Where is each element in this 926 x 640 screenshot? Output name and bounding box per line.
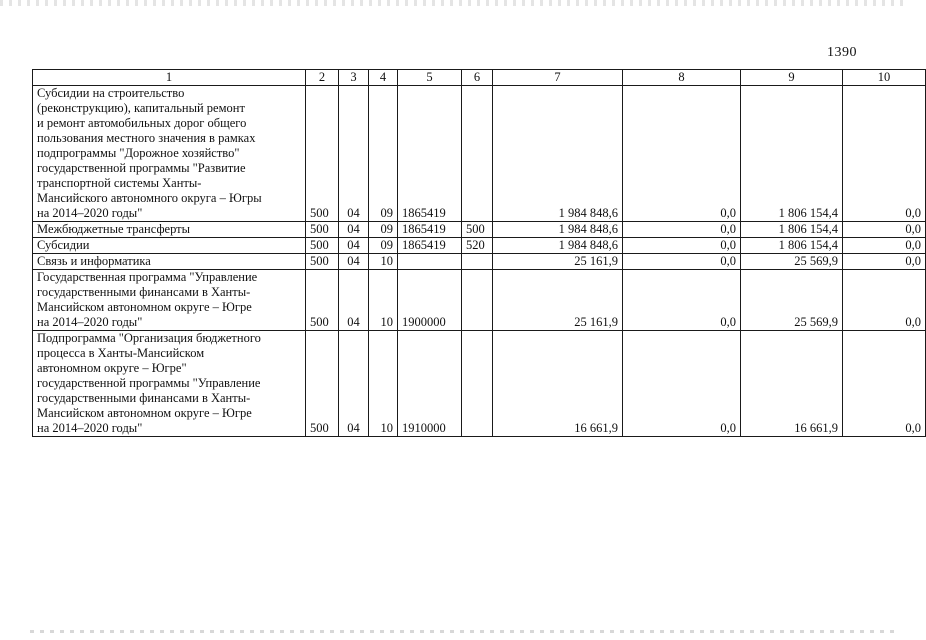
cell-section: 04 [339, 222, 369, 238]
cell-amount-next-federal: 0,0 [843, 86, 926, 222]
table-row [33, 331, 926, 437]
row-name-line: на 2014–2020 годы" [37, 206, 143, 220]
header-col-10: 10 [843, 70, 926, 86]
cell-subsection: 09 [369, 222, 398, 238]
cell-amount-total: 25 161,9 [493, 254, 623, 270]
header-row [33, 70, 926, 86]
row-name-cell [33, 254, 306, 270]
cell-admin-code: 500 [306, 222, 339, 238]
table-row [33, 238, 926, 254]
cell-subsection: 09 [369, 238, 398, 254]
cell-target-article [398, 254, 462, 270]
cell-section: 04 [339, 86, 369, 222]
cell-amount-next-total: 25 569,9 [741, 254, 843, 270]
table-header [33, 70, 926, 86]
table-body [33, 86, 926, 437]
table-row [33, 270, 926, 331]
cell-amount-total: 1 984 848,6 [493, 222, 623, 238]
cell-subsection: 09 [369, 86, 398, 222]
row-name-line: государственными финансами в Ханты- [37, 391, 251, 405]
cell-amount-next-total: 1 806 154,4 [741, 86, 843, 222]
row-name-cell [33, 270, 306, 331]
row-name-cell [33, 238, 306, 254]
header-col-2: 2 [306, 70, 339, 86]
header-col-1: 1 [33, 70, 306, 86]
scan-edge-bottom [30, 630, 895, 633]
cell-section: 04 [339, 238, 369, 254]
row-name-line: государственной программы "Управление [37, 376, 261, 390]
row-name-line: подпрограммы "Дорожное хозяйство" [37, 146, 240, 160]
row-name-line: государственными финансами в Ханты- [37, 285, 251, 299]
header-col-5: 5 [398, 70, 462, 86]
cell-expense-type: 520 [462, 238, 493, 254]
cell-subsection: 10 [369, 270, 398, 331]
cell-expense-type [462, 254, 493, 270]
row-name-line: автономном округе – Югре" [37, 361, 187, 375]
cell-amount-federal: 0,0 [623, 270, 741, 331]
header-col-9: 9 [741, 70, 843, 86]
cell-subsection: 10 [369, 331, 398, 437]
cell-amount-total: 1 984 848,6 [493, 86, 623, 222]
cell-amount-federal: 0,0 [623, 238, 741, 254]
header-col-8: 8 [623, 70, 741, 86]
cell-target-article: 1865419 [398, 238, 462, 254]
cell-section: 04 [339, 254, 369, 270]
cell-subsection: 10 [369, 254, 398, 270]
row-name-line: (реконструкцию), капитальный ремонт [37, 101, 245, 115]
cell-admin-code: 500 [306, 331, 339, 437]
cell-amount-total: 1 984 848,6 [493, 238, 623, 254]
cell-target-article: 1865419 [398, 86, 462, 222]
scan-edge-top [0, 0, 905, 6]
cell-amount-next-federal: 0,0 [843, 331, 926, 437]
cell-target-article: 1910000 [398, 331, 462, 437]
cell-amount-next-federal: 0,0 [843, 270, 926, 331]
budget-table [32, 69, 926, 437]
cell-target-article: 1900000 [398, 270, 462, 331]
row-name-line: на 2014–2020 годы" [37, 421, 143, 435]
row-name-line: Мансийского автономного округа – Югры [37, 191, 262, 205]
row-name-line: Государственная программа "Управление [37, 270, 258, 284]
cell-expense-type [462, 331, 493, 437]
table-row [33, 86, 926, 222]
cell-amount-federal: 0,0 [623, 254, 741, 270]
row-name-line: Межбюджетные трансферты [37, 222, 191, 236]
cell-amount-next-federal: 0,0 [843, 238, 926, 254]
cell-amount-next-federal: 0,0 [843, 254, 926, 270]
cell-admin-code: 500 [306, 254, 339, 270]
header-col-3: 3 [339, 70, 369, 86]
cell-section: 04 [339, 270, 369, 331]
row-name-cell [33, 222, 306, 238]
cell-amount-total: 16 661,9 [493, 331, 623, 437]
cell-amount-total: 25 161,9 [493, 270, 623, 331]
cell-amount-next-total: 1 806 154,4 [741, 222, 843, 238]
row-name-line: Мансийском автономном округе – Югре [37, 300, 252, 314]
cell-expense-type [462, 270, 493, 331]
table-row [33, 222, 926, 238]
cell-section: 04 [339, 331, 369, 437]
cell-admin-code: 500 [306, 238, 339, 254]
row-name-line: Субсидии [37, 238, 90, 252]
cell-admin-code: 500 [306, 270, 339, 331]
cell-amount-next-federal: 0,0 [843, 222, 926, 238]
table-row [33, 254, 926, 270]
row-name-line: Мансийском автономном округе – Югре [37, 406, 252, 420]
header-col-4: 4 [369, 70, 398, 86]
cell-amount-federal: 0,0 [623, 331, 741, 437]
row-name-line: и ремонт автомобильных дорог общего [37, 116, 247, 130]
cell-admin-code: 500 [306, 86, 339, 222]
row-name-line: государственной программы "Развитие [37, 161, 246, 175]
row-name-line: на 2014–2020 годы" [37, 315, 143, 329]
row-name-cell [33, 86, 306, 222]
header-col-6: 6 [462, 70, 493, 86]
cell-amount-federal: 0,0 [623, 222, 741, 238]
cell-expense-type [462, 86, 493, 222]
row-name-line: пользования местного значения в рамках [37, 131, 256, 145]
cell-amount-next-total: 25 569,9 [741, 270, 843, 331]
page-number: 1390 [827, 45, 857, 60]
header-col-7: 7 [493, 70, 623, 86]
cell-target-article: 1865419 [398, 222, 462, 238]
row-name-cell [33, 331, 306, 437]
row-name-line: Подпрограмма "Организация бюджетного [37, 331, 261, 345]
cell-amount-federal: 0,0 [623, 86, 741, 222]
row-name-line: Субсидии на строительство [37, 86, 185, 100]
cell-amount-next-total: 16 661,9 [741, 331, 843, 437]
row-name-line: процесса в Ханты-Мансийском [37, 346, 205, 360]
row-name-line: транспортной системы Ханты- [37, 176, 202, 190]
cell-amount-next-total: 1 806 154,4 [741, 238, 843, 254]
row-name-line: Связь и информатика [37, 254, 151, 268]
cell-expense-type: 500 [462, 222, 493, 238]
